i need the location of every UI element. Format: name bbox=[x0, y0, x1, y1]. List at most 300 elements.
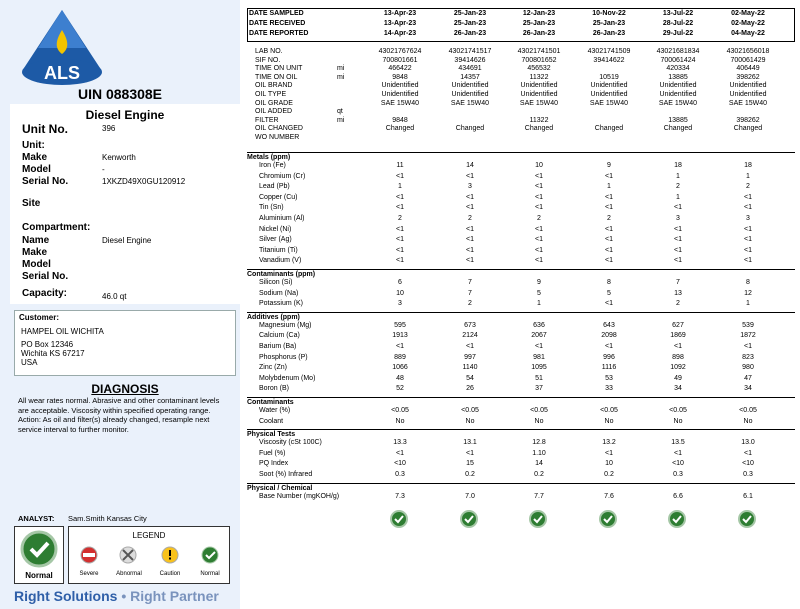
tagline-part-b: Right Partner bbox=[130, 588, 219, 604]
tagline-separator: • bbox=[121, 588, 127, 604]
row-value: 1.10 bbox=[532, 449, 546, 457]
abnormal-icon bbox=[120, 547, 136, 563]
row-label: Aluminium (Al) bbox=[259, 215, 305, 222]
row-value: 6 bbox=[398, 279, 402, 286]
compartment-name-label: Name bbox=[22, 235, 50, 246]
row-value: 1 bbox=[676, 172, 680, 180]
row-value: 1116 bbox=[601, 364, 617, 372]
row-value: 9 bbox=[607, 162, 611, 169]
row-value: 0.2 bbox=[465, 471, 475, 478]
row-label: Magnesium (Mg) bbox=[259, 321, 312, 329]
table-row bbox=[247, 354, 795, 365]
table-row bbox=[247, 300, 795, 311]
compartment-label: Compartment: bbox=[22, 222, 91, 233]
row-label: Silicon (Si) bbox=[259, 279, 293, 286]
row-value: 398262 bbox=[736, 116, 760, 124]
row-value: 0.3 bbox=[743, 471, 753, 478]
row-value: 1869 bbox=[670, 332, 686, 340]
section-header: Additives (ppm) bbox=[247, 312, 795, 321]
row-value: <1 bbox=[605, 225, 613, 233]
legend-icons bbox=[69, 545, 229, 565]
row-value: <1 bbox=[396, 257, 404, 265]
row-value: 11 bbox=[396, 162, 404, 169]
section-header: Metals (ppm) bbox=[247, 152, 795, 161]
row-value: 14357 bbox=[460, 73, 480, 81]
row-value: <1 bbox=[605, 204, 613, 212]
serial-value: 1XKZD49X0GU120912 bbox=[102, 177, 186, 186]
row-label: Phosphorus (P) bbox=[259, 353, 308, 361]
row-value: 13.5 bbox=[671, 439, 685, 447]
row-label: Lead (Pb) bbox=[259, 183, 290, 191]
row-label: TIME ON OIL bbox=[255, 73, 298, 81]
row-value: 8 bbox=[746, 279, 750, 286]
normal-status-icon bbox=[15, 529, 63, 569]
row-value: <1 bbox=[535, 343, 543, 350]
row-value: <1 bbox=[744, 204, 752, 212]
row-value: 636 bbox=[533, 321, 545, 329]
normal-check-icon bbox=[738, 510, 756, 528]
row-value: 673 bbox=[464, 321, 476, 329]
row-value: 51 bbox=[535, 374, 543, 382]
row-value: <1 bbox=[535, 246, 543, 254]
unit-label: Unit: bbox=[22, 140, 45, 151]
row-value: 2124 bbox=[462, 332, 478, 340]
row-value: 28-Jul-22 bbox=[662, 20, 694, 27]
row-value: 11322 bbox=[529, 73, 549, 81]
row-value: 34 bbox=[674, 385, 682, 393]
row-value: <1 bbox=[396, 204, 404, 212]
row-label: Silver (Ag) bbox=[259, 236, 292, 244]
row-label: Zinc (Zn) bbox=[259, 364, 287, 372]
row-value: 3 bbox=[676, 215, 680, 222]
row-value: SAE 15W40 bbox=[589, 99, 629, 107]
row-label: OIL ADDED bbox=[255, 108, 293, 116]
row-unit: mi bbox=[337, 65, 345, 73]
row-label: OIL BRAND bbox=[255, 82, 293, 90]
row-label: Fuel (%) bbox=[259, 449, 286, 457]
unit-panel-title: Diesel Engine bbox=[85, 108, 165, 122]
row-label: Boron (B) bbox=[259, 385, 289, 393]
row-value: 3 bbox=[398, 300, 402, 308]
row-value: Changed bbox=[663, 125, 693, 133]
row-value: 39414626 bbox=[454, 56, 486, 64]
row-value: Unidentified bbox=[381, 82, 419, 90]
row-value: Unidentified bbox=[451, 91, 489, 98]
row-value: Unidentified bbox=[451, 82, 489, 90]
table-row bbox=[247, 236, 795, 247]
row-value: <1 bbox=[396, 343, 404, 350]
row-value: <1 bbox=[674, 204, 682, 212]
row-value: 0.3 bbox=[673, 471, 683, 478]
table-row bbox=[247, 204, 795, 215]
row-value: SAE 15W40 bbox=[519, 99, 559, 107]
row-value: <1 bbox=[744, 225, 752, 233]
table-row bbox=[247, 30, 795, 41]
row-value: Unidentified bbox=[729, 91, 767, 98]
row-label: OIL GRADE bbox=[255, 99, 293, 107]
row-value: 0.2 bbox=[534, 471, 544, 478]
row-value: No bbox=[534, 417, 544, 425]
row-value: 49 bbox=[674, 374, 682, 382]
table-row bbox=[247, 493, 795, 504]
row-value: 2 bbox=[607, 215, 611, 222]
compartment-make-label: Make bbox=[22, 247, 48, 258]
row-value: 43021741509 bbox=[587, 48, 631, 55]
row-value: 539 bbox=[742, 321, 754, 329]
row-value: 997 bbox=[464, 353, 476, 361]
row-value: 13.0 bbox=[741, 439, 755, 447]
row-label: WO NUMBER bbox=[255, 134, 300, 141]
row-value: 02-May-22 bbox=[731, 10, 765, 17]
row-value: 54 bbox=[466, 374, 474, 382]
row-value: 398262 bbox=[736, 73, 760, 81]
row-value: <1 bbox=[466, 449, 474, 457]
row-value: 43021741501 bbox=[517, 48, 561, 55]
row-value: No bbox=[395, 417, 405, 425]
row-value: 7.6 bbox=[604, 492, 614, 500]
row-label: Coolant bbox=[259, 417, 284, 425]
row-value: SAE 15W40 bbox=[728, 99, 768, 107]
row-unit: mi bbox=[337, 73, 345, 81]
row-value: Unidentified bbox=[520, 82, 558, 90]
row-value: <1 bbox=[605, 449, 613, 457]
row-value: 3 bbox=[468, 183, 472, 191]
row-value: <1 bbox=[744, 257, 752, 265]
footer-tagline bbox=[14, 588, 219, 604]
row-value: Unidentified bbox=[590, 91, 628, 98]
row-value: 889 bbox=[394, 353, 406, 361]
row-value: 8 bbox=[607, 279, 611, 286]
row-value: 9 bbox=[537, 279, 541, 286]
row-value: <1 bbox=[535, 172, 543, 180]
row-label: Titanium (Ti) bbox=[259, 246, 298, 254]
row-value: 37 bbox=[535, 385, 543, 393]
row-value: 10 bbox=[535, 162, 543, 169]
row-value: <0.05 bbox=[669, 407, 687, 414]
row-value: 48 bbox=[396, 374, 404, 382]
row-value: Unidentified bbox=[381, 91, 419, 98]
row-label: Vanadium (V) bbox=[259, 257, 302, 265]
row-value: <1 bbox=[396, 225, 404, 233]
row-value: <1 bbox=[396, 236, 404, 244]
row-value: 53 bbox=[605, 374, 613, 382]
row-value: 700061424 bbox=[660, 56, 696, 64]
row-value: 420334 bbox=[666, 65, 690, 73]
row-value: 13.2 bbox=[602, 439, 616, 447]
row-value: 823 bbox=[742, 353, 754, 361]
row-value: <1 bbox=[466, 343, 474, 350]
row-value: 2 bbox=[468, 215, 472, 222]
row-value: <1 bbox=[535, 225, 543, 233]
uin-title: UIN 088308E bbox=[77, 86, 163, 102]
customer-label: Customer: bbox=[19, 313, 60, 322]
row-label: Chromium (Cr) bbox=[259, 172, 306, 180]
row-value: 25-Jan-23 bbox=[592, 20, 626, 27]
row-label: Potassium (K) bbox=[259, 300, 303, 308]
row-value: <1 bbox=[674, 257, 682, 265]
row-label: Barium (Ba) bbox=[259, 343, 297, 350]
table-row bbox=[247, 407, 795, 418]
row-value: 33 bbox=[605, 385, 613, 393]
row-value: 700801661 bbox=[382, 56, 418, 64]
row-value: 643 bbox=[603, 321, 615, 329]
row-value: 11322 bbox=[529, 116, 549, 124]
site-label: Site bbox=[22, 198, 41, 209]
table-row bbox=[247, 375, 795, 386]
normal-icon bbox=[202, 547, 218, 563]
row-unit: mi bbox=[337, 116, 345, 124]
customer-name: HAMPEL OIL WICHITA bbox=[21, 327, 104, 336]
row-value: <1 bbox=[535, 204, 543, 212]
row-value: Unidentified bbox=[659, 91, 697, 98]
row-label: OIL TYPE bbox=[255, 91, 287, 98]
row-value: 980 bbox=[742, 364, 754, 372]
table-row bbox=[247, 322, 795, 333]
row-value: 25-Jan-23 bbox=[453, 10, 487, 17]
unit-no-label: Unit No. bbox=[22, 122, 68, 136]
row-value: Unidentified bbox=[590, 82, 628, 90]
row-value: 5 bbox=[607, 289, 611, 297]
row-value: Changed bbox=[594, 125, 624, 133]
row-value: 996 bbox=[603, 353, 615, 361]
status-box bbox=[14, 526, 64, 584]
row-value: SAE 15W40 bbox=[380, 99, 420, 107]
analyst-name: Sam.Smith Kansas City bbox=[68, 514, 147, 523]
table-row bbox=[247, 290, 795, 301]
customer-line2: Wichita KS 67217 bbox=[21, 349, 85, 358]
customer-panel bbox=[14, 310, 236, 376]
row-value: 898 bbox=[672, 353, 684, 361]
row-value: 7.7 bbox=[534, 492, 544, 500]
row-value: 14 bbox=[466, 162, 474, 169]
row-value: 2 bbox=[676, 300, 680, 308]
row-value: 25-Jan-23 bbox=[453, 20, 487, 27]
section-header: Physical / Chemical bbox=[247, 483, 795, 492]
row-value: 10 bbox=[605, 460, 613, 468]
row-value: <0.05 bbox=[391, 407, 409, 414]
row-value: <1 bbox=[466, 236, 474, 244]
table-row bbox=[247, 162, 795, 173]
row-value: 13.3 bbox=[393, 439, 407, 447]
table-row bbox=[247, 439, 795, 450]
row-value: 1066 bbox=[392, 364, 408, 372]
row-value: <1 bbox=[674, 236, 682, 244]
row-value: No bbox=[743, 417, 753, 425]
row-label: Tin (Sn) bbox=[259, 204, 284, 212]
row-value: 2 bbox=[398, 215, 402, 222]
row-value: 2067 bbox=[531, 332, 547, 340]
row-value: 26-Jan-23 bbox=[522, 30, 556, 37]
status-label: Normal bbox=[25, 571, 53, 580]
legend-normal: Normal bbox=[200, 571, 220, 577]
row-value: SAE 15W40 bbox=[658, 99, 698, 107]
row-value: SAE 15W40 bbox=[450, 99, 490, 107]
row-value: 26-Jan-23 bbox=[453, 30, 487, 37]
model-label: Model bbox=[22, 164, 51, 175]
table-row bbox=[247, 450, 795, 461]
row-value: 5 bbox=[537, 289, 541, 297]
row-value: <1 bbox=[535, 183, 543, 191]
row-value: 1095 bbox=[531, 364, 547, 372]
row-value: 7 bbox=[468, 289, 472, 297]
legend-box bbox=[68, 526, 230, 584]
row-label: LAB NO. bbox=[255, 48, 283, 55]
table-row bbox=[247, 385, 795, 396]
table-row bbox=[247, 257, 795, 268]
analyst-label: ANALYST: bbox=[18, 514, 55, 523]
row-value: 2098 bbox=[601, 332, 617, 340]
row-value: Changed bbox=[524, 125, 554, 133]
row-value: 04-May-22 bbox=[731, 30, 765, 37]
als-logo-icon bbox=[14, 8, 110, 88]
table-row bbox=[247, 418, 795, 429]
row-value: <1 bbox=[674, 449, 682, 457]
row-value: No bbox=[604, 417, 614, 425]
section-header: Contaminants (ppm) bbox=[247, 269, 795, 278]
row-value: <10 bbox=[742, 460, 754, 468]
row-unit: qt bbox=[337, 108, 343, 116]
row-label: SIF NO. bbox=[255, 56, 281, 64]
row-value: <10 bbox=[394, 460, 406, 468]
row-value: 0.3 bbox=[395, 471, 405, 478]
row-value: 10 bbox=[396, 289, 404, 297]
row-label: OIL CHANGED bbox=[255, 125, 303, 133]
row-value: 14 bbox=[535, 460, 543, 468]
caution-icon bbox=[162, 547, 178, 563]
row-value: 12 bbox=[744, 289, 752, 297]
row-value: 6.6 bbox=[673, 492, 683, 500]
row-value: <1 bbox=[605, 257, 613, 265]
row-value: 13-Apr-23 bbox=[383, 10, 417, 17]
table-row bbox=[247, 247, 795, 258]
row-value: 595 bbox=[394, 321, 406, 329]
row-value: 3 bbox=[746, 215, 750, 222]
row-label: DATE SAMPLED bbox=[249, 10, 304, 17]
legend-caution: Caution bbox=[159, 571, 181, 577]
row-value: 26-Jan-23 bbox=[592, 30, 626, 37]
row-value: 2 bbox=[676, 183, 680, 191]
row-value: 700801652 bbox=[521, 56, 557, 64]
logo-text: ALS bbox=[44, 63, 80, 83]
diagnosis-text: All wear rates normal. Abrasive and other contaminant levels are acceptable. Viscosity within specified operating range. Action: As oil and filter(s) already changed, resample next service interval to further monitor. bbox=[18, 396, 220, 434]
row-value: 7 bbox=[468, 279, 472, 286]
row-value: 13885 bbox=[668, 73, 688, 81]
row-label: Water (%) bbox=[259, 407, 291, 414]
row-value: <10 bbox=[672, 460, 684, 468]
row-value: <1 bbox=[535, 193, 543, 201]
row-value: <1 bbox=[396, 246, 404, 254]
row-value: 18 bbox=[674, 162, 682, 169]
section-header: Physical Tests bbox=[247, 429, 795, 438]
row-value: <1 bbox=[744, 193, 752, 201]
row-value: <1 bbox=[396, 449, 404, 457]
table-row bbox=[247, 194, 795, 205]
compartment-name-value: Diesel Engine bbox=[102, 236, 152, 245]
row-value: <1 bbox=[605, 343, 613, 350]
row-label: TIME ON UNIT bbox=[255, 65, 303, 73]
legend-title: LEGEND bbox=[132, 531, 166, 540]
table-row bbox=[247, 332, 795, 343]
row-value: <1 bbox=[535, 257, 543, 265]
row-label: Base Number (mgKOH/g) bbox=[259, 492, 340, 500]
row-value: 14-Apr-23 bbox=[383, 30, 417, 37]
row-value: 7.0 bbox=[465, 492, 475, 500]
row-label: Soot (%) Infrared bbox=[259, 471, 313, 478]
row-value: 1 bbox=[746, 300, 750, 308]
table-row bbox=[247, 226, 795, 237]
row-value: 9848 bbox=[392, 116, 408, 124]
row-value: 12.8 bbox=[532, 439, 546, 447]
table-row bbox=[247, 364, 795, 375]
normal-check-icon bbox=[668, 510, 686, 528]
row-value: <1 bbox=[744, 236, 752, 244]
severe-icon bbox=[81, 547, 97, 563]
legend-severe: Severe bbox=[79, 571, 99, 577]
table-row bbox=[247, 183, 795, 194]
row-value: <1 bbox=[466, 204, 474, 212]
row-value: 627 bbox=[672, 321, 684, 329]
row-label: FILTER bbox=[255, 116, 279, 124]
row-value: <0.05 bbox=[739, 407, 757, 414]
row-value: 0.2 bbox=[604, 471, 614, 478]
row-value: 13 bbox=[674, 289, 682, 297]
row-value: <1 bbox=[674, 225, 682, 233]
make-label: Make bbox=[22, 152, 48, 163]
row-label: Sodium (Na) bbox=[259, 289, 299, 297]
row-value: No bbox=[465, 417, 475, 425]
row-value: <1 bbox=[744, 449, 752, 457]
row-value: 1 bbox=[398, 183, 402, 191]
row-value: <1 bbox=[605, 246, 613, 254]
row-value: <1 bbox=[466, 225, 474, 233]
table-row bbox=[247, 460, 795, 471]
row-value: 43021741517 bbox=[448, 48, 492, 55]
serial-label: Serial No. bbox=[22, 176, 69, 187]
legend-abnormal: Abnormal bbox=[116, 571, 142, 577]
row-value: Unidentified bbox=[520, 91, 558, 98]
make-value: Kenworth bbox=[102, 153, 136, 162]
row-value: 13885 bbox=[668, 116, 688, 124]
row-label: Nickel (Ni) bbox=[259, 225, 292, 233]
row-value: Changed bbox=[455, 125, 485, 133]
diagnosis-title: DIAGNOSIS bbox=[91, 382, 159, 396]
row-value: <1 bbox=[674, 246, 682, 254]
row-value: 456532 bbox=[527, 65, 551, 73]
row-value: 43021767624 bbox=[378, 48, 422, 55]
row-value: <1 bbox=[605, 193, 613, 201]
row-value: 43021681834 bbox=[656, 48, 700, 55]
row-label: Molybdenum (Mo) bbox=[259, 374, 316, 382]
capacity-value: 46.0 qt bbox=[102, 292, 127, 301]
row-value: 13-Apr-23 bbox=[383, 20, 417, 27]
row-label: Iron (Fe) bbox=[259, 162, 286, 169]
row-value: 25-Jan-23 bbox=[522, 20, 556, 27]
row-value: 12-Jan-23 bbox=[522, 10, 556, 17]
normal-check-icon bbox=[599, 510, 617, 528]
row-value: <1 bbox=[396, 193, 404, 201]
table-row bbox=[247, 343, 795, 354]
row-value: 2 bbox=[537, 215, 541, 222]
row-value: 1 bbox=[746, 172, 750, 180]
row-value: 18 bbox=[744, 162, 752, 169]
row-value: 10519 bbox=[599, 73, 619, 81]
row-value: 1913 bbox=[392, 332, 408, 340]
customer-line1: PO Box 12346 bbox=[21, 340, 74, 349]
row-value: 434691 bbox=[458, 65, 482, 73]
row-value: <1 bbox=[466, 193, 474, 201]
compartment-serial-label: Serial No. bbox=[22, 271, 69, 282]
row-value: 1092 bbox=[670, 364, 686, 372]
